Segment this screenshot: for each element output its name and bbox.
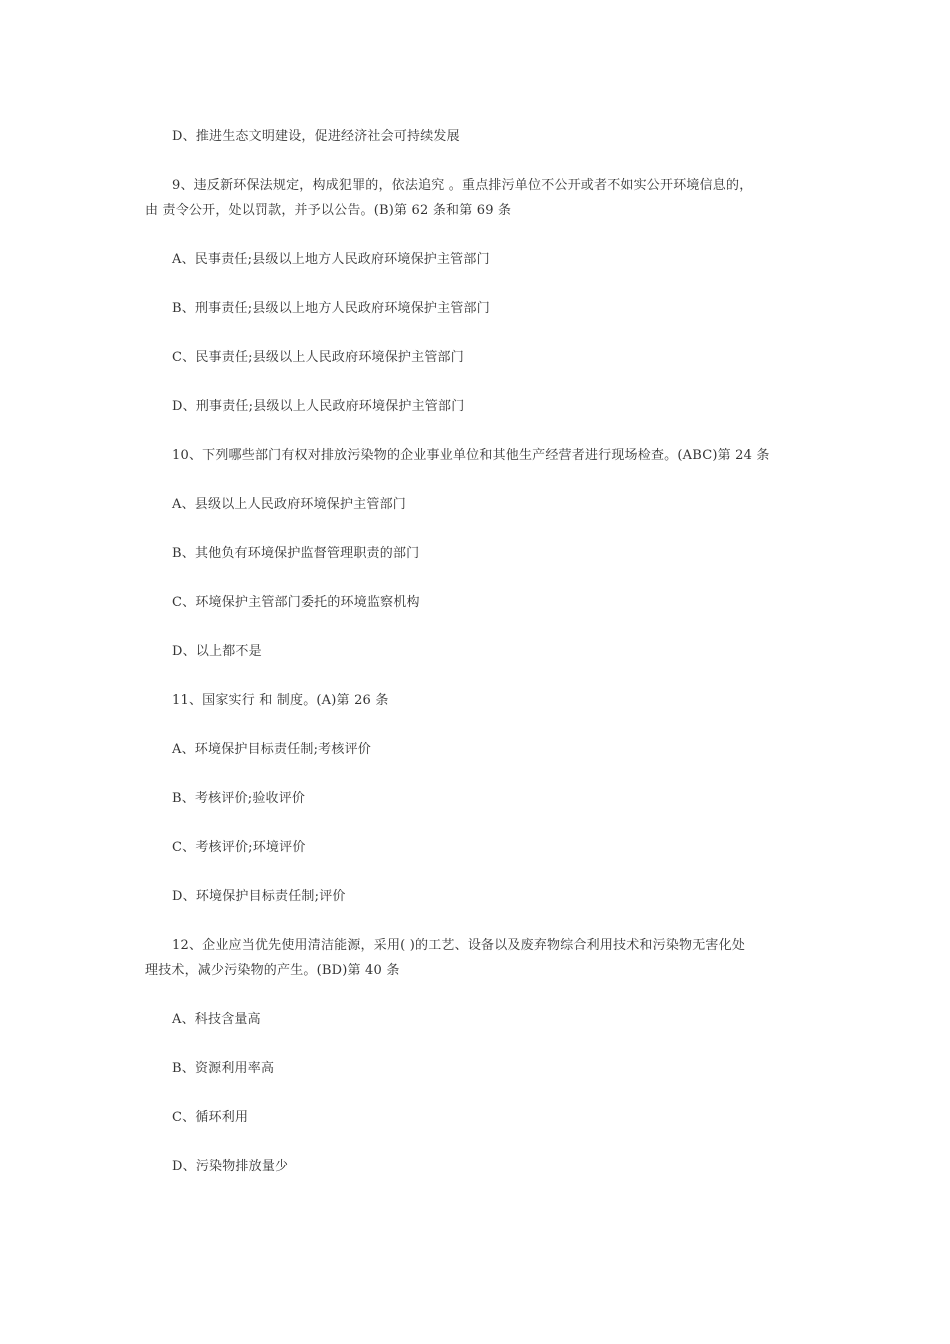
q9-text-line1: 9、违反新环保法规定，构成犯罪的，依法追究 。重点排污单位不公开或者不如实公开环境信息的， — [172, 178, 753, 193]
q8-option-d: D、推进生态文明建设，促进经济社会可持续发展 — [172, 129, 460, 144]
q12-option-c: C、循环利用 — [172, 1110, 249, 1125]
q10-option-d: D、以上都不是 — [172, 644, 262, 659]
q10-option-c: C、环境保护主管部门委托的环境监察机构 — [172, 595, 420, 610]
q10-option-b: B、其他负有环境保护监督管理职责的部门 — [172, 546, 420, 561]
q9-text-line2: 由 责令公开，处以罚款，并予以公告。(B)第 62 条和第 69 条 — [145, 203, 512, 218]
q9-option-d: D、刑事责任;县级以上人民政府环境保护主管部门 — [172, 399, 465, 414]
q12-text-line1: 12、企业应当优先使用清洁能源，采用( )的工艺、设备以及废弃物综合利用技术和污染物无害化处 — [172, 938, 746, 953]
q11-option-c: C、考核评价;环境评价 — [172, 840, 306, 855]
q11-text-line1: 11、国家实行 和 制度。(A)第 26 条 — [172, 693, 389, 708]
q11-option-b: B、考核评价;验收评价 — [172, 791, 306, 806]
q12-text-line2: 理技术，减少污染物的产生。(BD)第 40 条 — [145, 963, 400, 978]
q11-option-d: D、环境保护目标责任制;评价 — [172, 889, 346, 904]
q12-option-d: D、污染物排放量少 — [172, 1159, 289, 1174]
q9-option-c: C、民事责任;县级以上人民政府环境保护主管部门 — [172, 350, 464, 365]
q10-text-line1: 10、下列哪些部门有权对排放污染物的企业事业单位和其他生产经营者进行现场检查。(ABC)第 24 条 — [172, 448, 770, 463]
q9-option-a: A、民事责任;县级以上地方人民政府环境保护主管部门 — [172, 252, 490, 267]
q10-option-a: A、县级以上人民政府环境保护主管部门 — [172, 497, 406, 512]
q12-option-a: A、科技含量高 — [172, 1012, 261, 1027]
q11-option-a: A、环境保护目标责任制;考核评价 — [172, 742, 371, 757]
q9-option-b: B、刑事责任;县级以上地方人民政府环境保护主管部门 — [172, 301, 490, 316]
q12-option-b: B、资源利用率高 — [172, 1061, 275, 1076]
